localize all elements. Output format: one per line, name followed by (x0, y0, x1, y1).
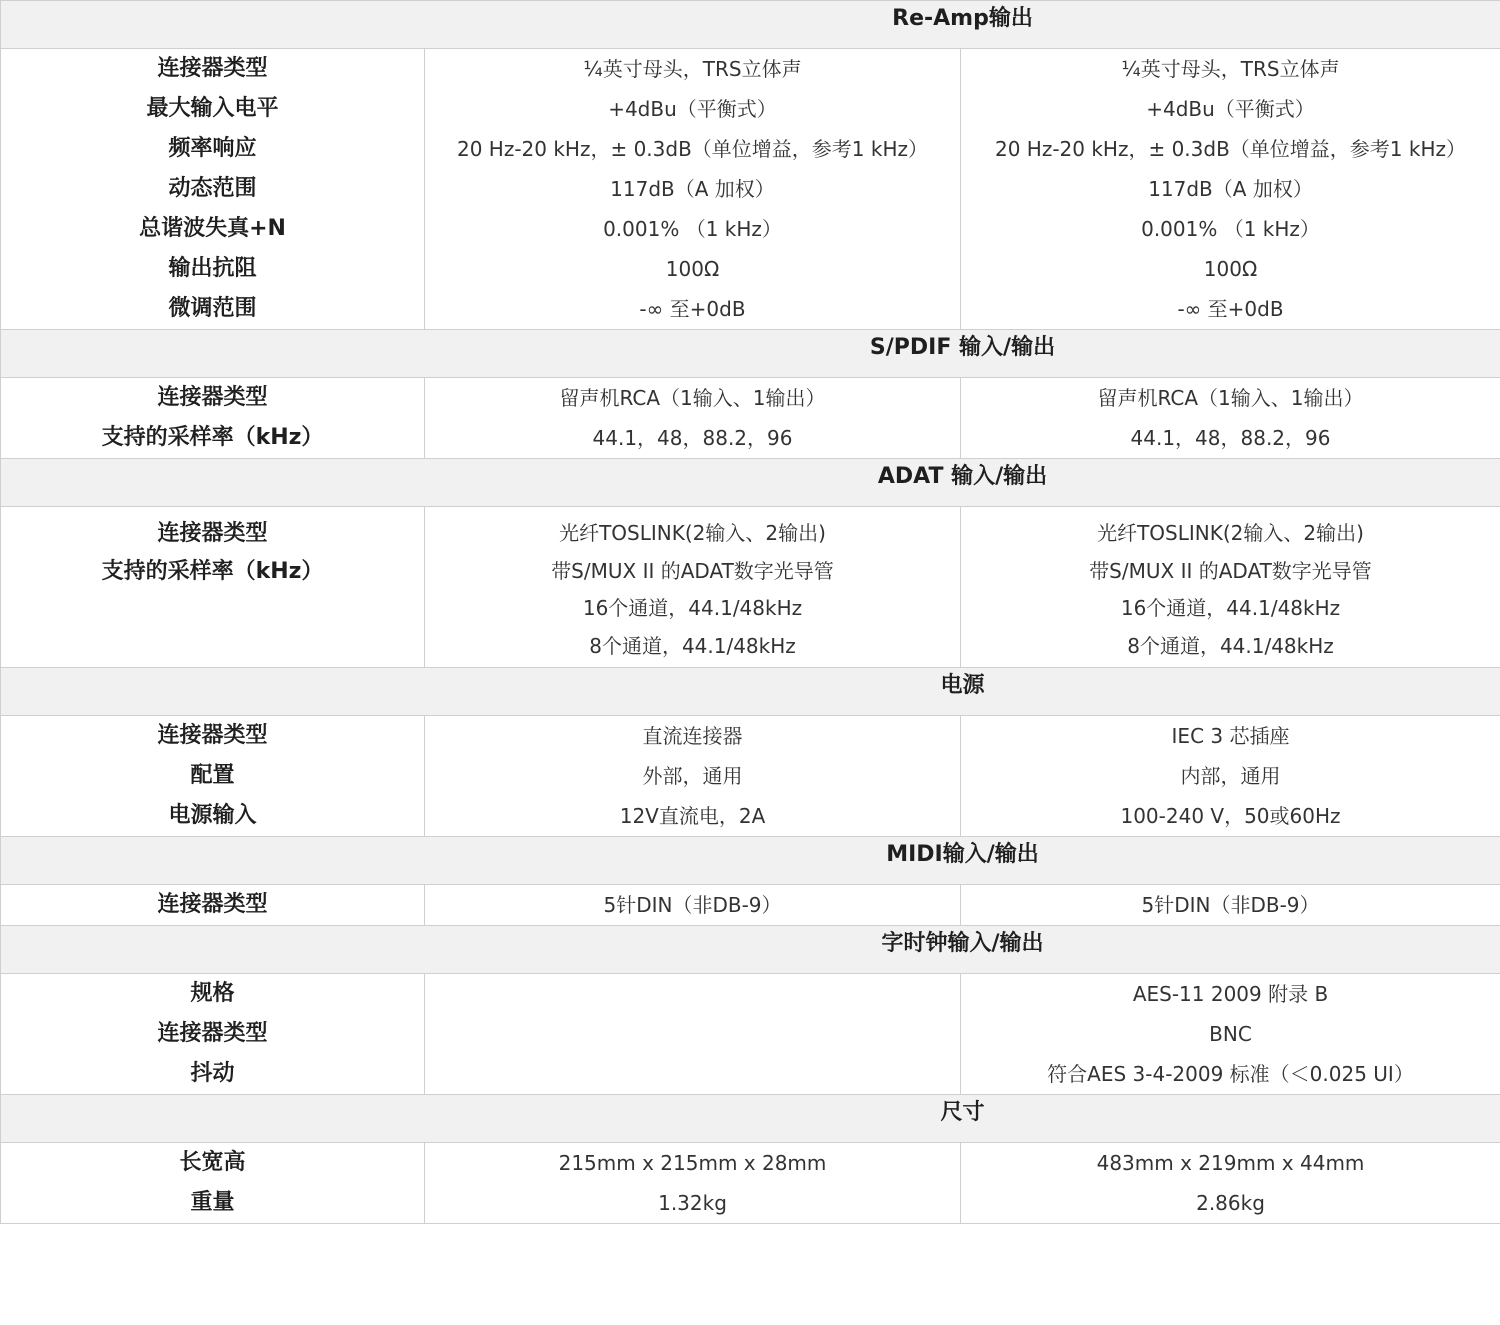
spec-value: 44.1，48，88.2，96 (592, 426, 793, 450)
spec-value: 117dB（A 加权） (1148, 177, 1313, 201)
spec-value: 8个通道，44.1/48kHz (1127, 633, 1334, 658)
spec-value: 0.001% （1 kHz） (1141, 217, 1320, 241)
spec-label: 连接器类型 (157, 1021, 268, 1046)
spec-label: 连接器类型 (157, 56, 268, 81)
spec-label: 抖动 (190, 1061, 235, 1086)
spec-label: 支持的采样率（kHz） (101, 558, 324, 584)
label-column (1, 49, 425, 330)
spec-value: 16个通道，44.1/48kHz (1120, 596, 1341, 620)
section-body-spdif (1, 378, 1500, 459)
value-column-2 (961, 49, 1500, 330)
spec-label: 重量 (190, 1190, 235, 1215)
spec-value: -∞ 至+0dB (1177, 297, 1284, 321)
spec-value: 光纤TOSLINK(2输入、2输出) (1097, 521, 1364, 545)
value-column-2 (961, 716, 1500, 837)
section-header-spdif (1, 330, 1500, 378)
section-title: 电源 (940, 673, 985, 698)
spec-value: 留声机RCA（1输入、1输出） (1097, 386, 1364, 410)
spec-value: -∞ 至+0dB (639, 297, 746, 321)
spec-value: 100Ω (665, 257, 720, 281)
spec-label: 长宽高 (179, 1150, 246, 1175)
spec-label: 连接器类型 (157, 385, 268, 410)
spec-value: IEC 3 芯插座 (1171, 724, 1290, 748)
spec-label: 连接器类型 (157, 521, 268, 546)
spec-value: 外部，通用 (642, 764, 743, 788)
value-column-1 (425, 716, 961, 837)
section-header-power (1, 668, 1500, 716)
spec-value: 8个通道，44.1/48kHz (589, 633, 796, 658)
spec-value: 16个通道，44.1/48kHz (582, 596, 803, 620)
section-body-midi (1, 885, 1500, 926)
spec-value: 12V直流电，2A (619, 804, 766, 828)
spec-value: 0.001% （1 kHz） (603, 217, 782, 241)
value-column-1 (425, 378, 961, 459)
value-column-1 (425, 49, 961, 330)
spec-value: 5针DIN（非DB-9） (1141, 893, 1320, 917)
section-body-wordclock (1, 974, 1500, 1095)
section-title: S/PDIF 输入/输出 (869, 335, 1056, 360)
section-title: 字时钟输入/输出 (881, 931, 1044, 956)
spec-label: 频率响应 (168, 136, 257, 161)
spec-label: 输出抗阻 (168, 256, 257, 281)
label-column (1, 885, 425, 926)
section-header-adat (1, 459, 1500, 507)
label-column (1, 974, 425, 1095)
spec-label: 微调范围 (168, 296, 257, 321)
spec-value: BNC (1209, 1022, 1252, 1046)
value-column-2 (961, 507, 1500, 668)
spec-label: 支持的采样率（kHz） (101, 425, 324, 450)
label-column (1, 1143, 425, 1224)
spec-value: AES-11 2009 附录 B (1132, 982, 1329, 1006)
spec-label: 规格 (190, 981, 235, 1006)
section-body-reamp (1, 49, 1500, 330)
value-column-2 (961, 1143, 1500, 1224)
spec-label: 配置 (190, 763, 235, 788)
section-body-power (1, 716, 1500, 837)
section-title: Re-Amp输出 (892, 6, 1033, 31)
spec-value: +4dBu（平衡式） (608, 97, 777, 121)
spec-value: 44.1，48，88.2，96 (1130, 426, 1331, 450)
value-column-1 (425, 1143, 961, 1224)
label-column (1, 507, 425, 668)
spec-value: 100Ω (1203, 257, 1258, 281)
spec-value: 带S/MUX II 的ADAT数字光导管 (551, 558, 834, 583)
spec-value: ¼英寸母头，TRS立体声 (1121, 57, 1340, 81)
spec-value: 留声机RCA（1输入、1输出） (559, 386, 826, 410)
section-header-dimensions (1, 1095, 1500, 1143)
spec-label: 总谐波失真+N (139, 216, 286, 241)
section-body-dimensions (1, 1143, 1500, 1224)
spec-value: +4dBu（平衡式） (1146, 97, 1315, 121)
spec-value: 100-240 V，50或60Hz (1120, 804, 1341, 828)
spec-value: 215mm x 215mm x 28mm (558, 1151, 827, 1175)
spec-label: 连接器类型 (157, 723, 268, 748)
value-column-2 (961, 885, 1500, 926)
spec-value: 117dB（A 加权） (610, 177, 775, 201)
spec-value: 内部，通用 (1180, 764, 1281, 788)
section-title: MIDI输入/输出 (886, 842, 1039, 867)
spec-label: 连接器类型 (157, 892, 268, 917)
spec-value: 20 Hz-20 kHz，± 0.3dB（单位增益，参考1 kHz） (994, 137, 1467, 161)
label-column (1, 716, 425, 837)
spec-value: 1.32kg (658, 1191, 727, 1215)
spec-value: 符合AES 3-4-2009 标准（＜0.025 UI） (1047, 1062, 1414, 1086)
value-column-2 (961, 378, 1500, 459)
spec-label: 电源输入 (168, 803, 257, 828)
value-column-1 (425, 507, 961, 668)
spec-label: 最大输入电平 (146, 96, 279, 121)
spec-label: 动态范围 (168, 176, 257, 201)
spec-value: 带S/MUX II 的ADAT数字光导管 (1089, 558, 1372, 583)
section-body-adat (1, 507, 1500, 668)
value-column-1 (425, 885, 961, 926)
value-column-1 (425, 974, 961, 1095)
label-column (1, 378, 425, 459)
spec-value: 2.86kg (1196, 1191, 1265, 1215)
spec-value: 5针DIN（非DB-9） (603, 893, 782, 917)
spec-value: ¼英寸母头，TRS立体声 (583, 57, 802, 81)
value-column-2 (961, 974, 1500, 1095)
spec-value: 20 Hz-20 kHz，± 0.3dB（单位增益，参考1 kHz） (456, 137, 929, 161)
section-title: ADAT 输入/输出 (877, 464, 1048, 489)
section-title: 尺寸 (940, 1100, 985, 1125)
section-header-midi (1, 837, 1500, 885)
section-header-wordclock (1, 926, 1500, 974)
spec-value: 光纤TOSLINK(2输入、2输出) (559, 521, 826, 545)
section-header-reamp (1, 1, 1500, 49)
spec-value: 483mm x 219mm x 44mm (1096, 1151, 1365, 1175)
spec-value: 直流连接器 (642, 724, 743, 748)
